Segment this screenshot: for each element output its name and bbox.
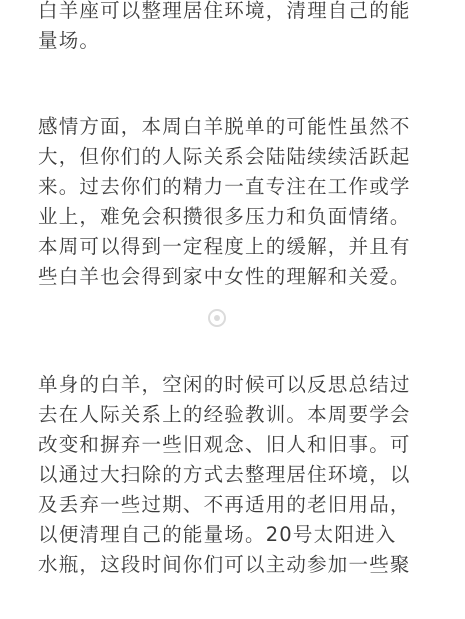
paragraph-intro: [38, 0, 433, 56]
text-line: 感情方面，本周白羊脱单的可能性虽然不: [38, 115, 411, 138]
text-line: 单身的白羊，空闲的时候可以反思总结过: [38, 373, 411, 396]
text-line: 去在人际关系上的经验教训。本周要学会: [38, 403, 411, 426]
text-line: 以便清理自己的能量场。20号太阳进入: [38, 523, 397, 546]
text-line: 来。过去你们的精力一直专注在工作或学: [38, 175, 411, 198]
text-line: 白羊座可以整理居住环境，清理自己的能: [38, 0, 411, 22]
text-line: 及丢弃一些过期、不再适用的老旧用品，: [38, 493, 411, 516]
text-line: 以通过大扫除的方式去整理居住环境，以: [38, 463, 411, 486]
text-line: 改变和摒弃一些旧观念、旧人和旧事。可: [38, 433, 411, 456]
paragraph-single: [38, 370, 433, 580]
text-line: 水瓶，这段时间你们可以主动参加一些聚: [38, 553, 411, 576]
paragraph-love: [38, 112, 433, 292]
text-line: 业上，难免会积攒很多压力和负面情绪。: [38, 205, 411, 228]
text-line: 本周可以得到一定程度上的缓解，并且有: [38, 235, 411, 258]
text-line: 些白羊也会得到家中女性的理解和关爱。: [38, 265, 411, 288]
text-line: 量场。: [38, 29, 101, 52]
text-line: 大，但你们的人际关系会陆陆续续活跃起: [38, 145, 411, 168]
watermark-icon: [206, 307, 228, 329]
